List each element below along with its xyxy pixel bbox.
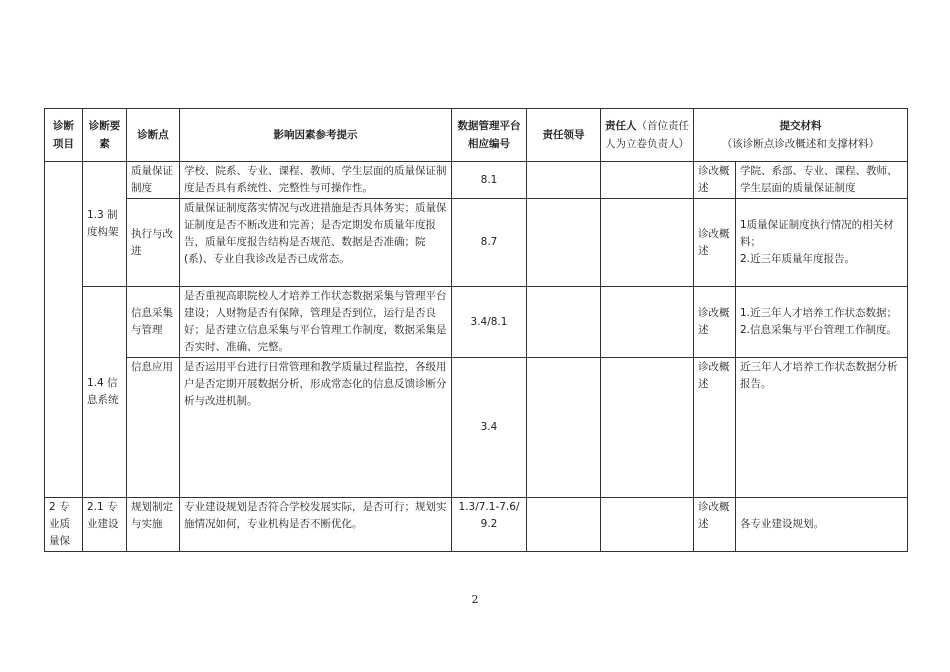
diagnosis-table — [44, 108, 908, 552]
element-1-3: 1.3 制度构架 — [83, 162, 127, 287]
code-cell: 8.7 — [452, 199, 527, 287]
code-cell: 1.3/7.1-7.6/9.2 — [452, 498, 527, 552]
header-item: 诊断项目 — [45, 109, 83, 162]
header-element: 诊断要素 — [83, 109, 127, 162]
header-leader: 责任领导 — [527, 109, 601, 162]
leader-cell — [527, 162, 601, 199]
summary-label: 诊改概述 — [694, 287, 736, 358]
page-number: 2 — [471, 593, 479, 606]
header-code: 数据管理平台相应编号 — [452, 109, 527, 162]
code-cell: 3.4/8.1 — [452, 287, 527, 358]
hint-cell: 是否运用平台进行日常管理和教学质量过程监控，各级用户是否定期开展数据分析，形成常态化的信息反馈诊断分析与改进机制。 — [180, 358, 452, 498]
hint-cell: 质量保证制度落实情况与改进措施是否具体务实；质量保证制度是否不断改进和完善；是否定期发布质量年度报告，质量年度报告结构是否规范、数据是否准确；院(系)、专业自我诊改是否已成常态。 — [180, 199, 452, 287]
owner-cell — [601, 358, 694, 498]
material-line: 1.近三年人才培养工作状态数据； — [740, 307, 898, 319]
header-materials-title: 提交材料 — [779, 120, 822, 132]
summary-label: 诊改概述 — [694, 498, 736, 552]
code-cell: 3.4 — [452, 358, 527, 498]
element-2-1: 2.1 专业建设 — [83, 498, 127, 552]
header-owner — [601, 109, 694, 162]
point-cell: 质量保证制度 — [127, 162, 180, 199]
owner-cell — [601, 199, 694, 287]
header-owner-title: 责任人 — [605, 120, 637, 132]
hint-cell: 专业建设规划是否符合学校发展实际，是否可行；规划实施情况如何，专业机构是否不断优化。 — [180, 498, 452, 552]
leader-cell — [527, 498, 601, 552]
table-row — [45, 162, 908, 199]
table-row — [45, 498, 908, 552]
leader-cell — [527, 287, 601, 358]
material-cell — [736, 287, 908, 358]
hint-cell: 学校、院系、专业、课程、教师、学生层面的质量保证制度是否具有系统性、完整性与可操作性。 — [180, 162, 452, 199]
material-line: 2.近三年质量年度报告。 — [740, 253, 856, 265]
summary-label: 诊改概述 — [694, 358, 736, 498]
material-cell: 学院、系部、专业、课程、教师、学生层面的质量保证制度 — [736, 162, 908, 199]
code-cell: 8.1 — [452, 162, 527, 199]
owner-cell — [601, 287, 694, 358]
element-1-4: 1.4 信息系统 — [83, 287, 127, 498]
header-materials-note: （该诊断点诊改概述和支撑材料） — [721, 138, 880, 150]
material-cell: 近三年人才培养工作状态数据分析报告。 — [736, 358, 908, 498]
point-cell: 规划制定与实施 — [127, 498, 180, 552]
table-row — [45, 199, 908, 287]
header-owner-note: （首位责任人为立卷负责人） — [605, 120, 689, 150]
point-cell: 信息应用 — [127, 358, 180, 498]
item-2: 2 专业质量保 — [45, 498, 83, 552]
item-cell-empty — [45, 162, 83, 498]
hint-cell: 是否重视高职院校人才培养工作状态数据采集与管理平台建设；人财物是否有保障，管理是否到位，运行是否良好；是否建立信息采集与平台管理工作制度，数据采集是否实时、准确、完整。 — [180, 287, 452, 358]
point-cell: 信息采集与管理 — [127, 287, 180, 358]
table-row — [45, 287, 908, 358]
header-row — [45, 109, 908, 162]
owner-cell — [601, 162, 694, 199]
leader-cell — [527, 199, 601, 287]
point-cell: 执行与改进 — [127, 199, 180, 287]
header-point: 诊断点 — [127, 109, 180, 162]
owner-cell — [601, 498, 694, 552]
material-cell — [736, 199, 908, 287]
leader-cell — [527, 358, 601, 498]
summary-label: 诊改概述 — [694, 199, 736, 287]
material-line: 1质量保证制度执行情况的相关材料； — [740, 219, 894, 248]
material-line: 2.信息采集与平台管理工作制度。 — [740, 324, 898, 336]
summary-label: 诊改概述 — [694, 162, 736, 199]
header-hints: 影响因素参考提示 — [180, 109, 452, 162]
material-cell: 各专业建设规划。 — [736, 498, 908, 552]
table-row — [45, 358, 908, 498]
header-materials — [694, 109, 908, 162]
